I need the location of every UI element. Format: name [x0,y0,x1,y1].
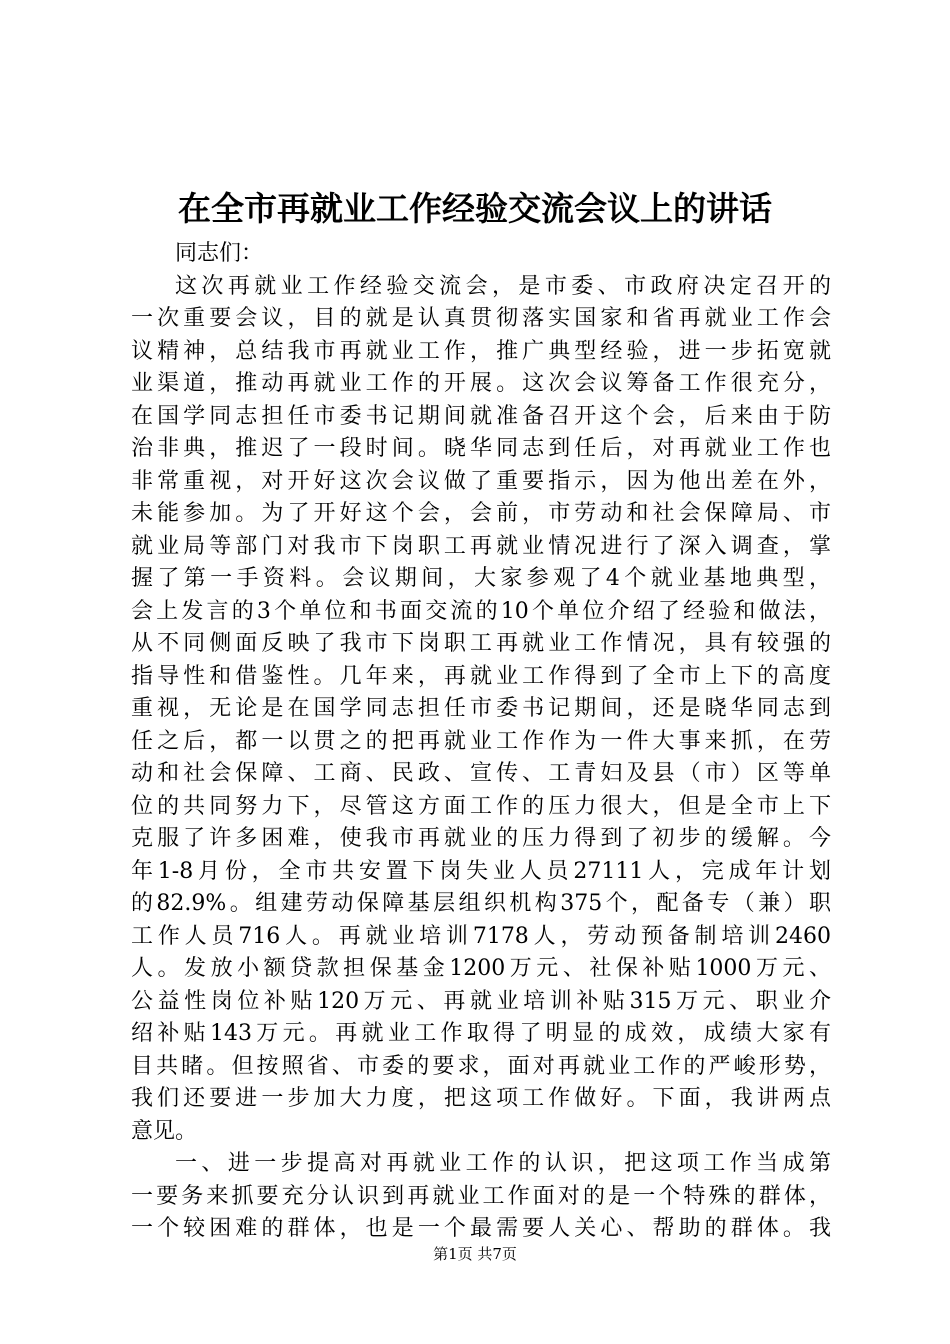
text-line: 克服了许多困难，使我市再就业的压力得到了初步的缓解。今 [131,826,831,851]
text-line: 一个较困难的群体，也是一个最需要人关心、帮助的群体。我 [131,1216,831,1241]
text-line: 的82.9%。组建劳动保障基层组织机构375个，配备专（兼）职 [131,891,831,916]
text-line: 会上发言的3个单位和书面交流的10个单位介绍了经验和做法， [131,598,831,624]
page-footer: 第1页 共7页 [433,1245,517,1263]
text-line: 指导性和借鉴性。几年来，再就业工作得到了全市上下的高度 [131,663,831,689]
text-line: 一次重要会议，目的就是认真贯彻落实国家和省再就业工作会 [131,306,831,331]
text-line: 一要务来抓要充分认识到再就业工作面对的是一个特殊的群体， [131,1183,831,1209]
text-line: 意见。 [131,1118,198,1144]
text-line: 握了第一手资料。会议期间，大家参观了4个就业基地典型， [131,566,831,591]
section-heading-line: 一、进一步提高对再就业工作的认识，把这项工作当成第 [175,1151,831,1176]
text-line: 重视，无论是在国学同志担任市委书记期间，还是晓华同志到 [131,696,831,721]
text-line: 从不同侧面反映了我市下岗职工再就业工作情况，具有较强的 [131,631,831,656]
text-line: 位的共同努力下，尽管这方面工作的压力很大，但是全市上下 [131,793,831,819]
text-line: 就业局等部门对我市下岗职工再就业情况进行了深入调查，掌 [131,533,831,559]
text-line: 目共睹。但按照省、市委的要求，面对再就业工作的严峻形势， [131,1053,831,1079]
text-line: 任之后，都一以贯之的把再就业工作作为一件大事来抓，在劳 [131,728,831,754]
text-line: 未能参加。为了开好这个会，会前，市劳动和社会保障局、市 [131,501,831,526]
salutation-line: 同志们： [175,241,264,266]
text-line: 我们还要进一步加大力度，把这项工作做好。下面，我讲两点 [131,1086,831,1111]
text-line: 议精神，总结我市再就业工作，推广典型经验，进一步拓宽就 [131,338,831,364]
text-line: 在国学同志担任市委书记期间就准备召开这个会，后来由于防 [131,403,831,429]
text-line: 治非典，推迟了一段时间。晓华同志到任后，对再就业工作也 [131,436,831,461]
text-line: 绍补贴143万元。再就业工作取得了明显的成效，成绩大家有 [131,1021,831,1046]
document-title: 在全市再就业工作经验交流会议上的讲话 [178,189,772,228]
text-line: 业渠道，推动再就业工作的开展。这次会议筹备工作很充分， [131,371,831,396]
document-body [131,238,831,1246]
text-line: 人。发放小额贷款担保基金1200万元、社保补贴1000万元、 [131,956,831,981]
text-line: 年1-8月份，全市共安置下岗失业人员27111人，完成年计划 [131,858,831,884]
text-line: 这次再就业工作经验交流会，是市委、市政府决定召开的 [175,273,831,299]
text-line: 公益性岗位补贴120万元、再就业培训补贴315万元、职业介 [131,988,831,1014]
text-line: 动和社会保障、工商、民政、宣传、工青妇及县（市）区等单 [131,761,831,786]
text-line: 工作人员716人。再就业培训7178人，劳动预备制培训2460 [131,923,831,949]
text-line: 非常重视，对开好这次会议做了重要指示，因为他出差在外， [131,468,831,494]
